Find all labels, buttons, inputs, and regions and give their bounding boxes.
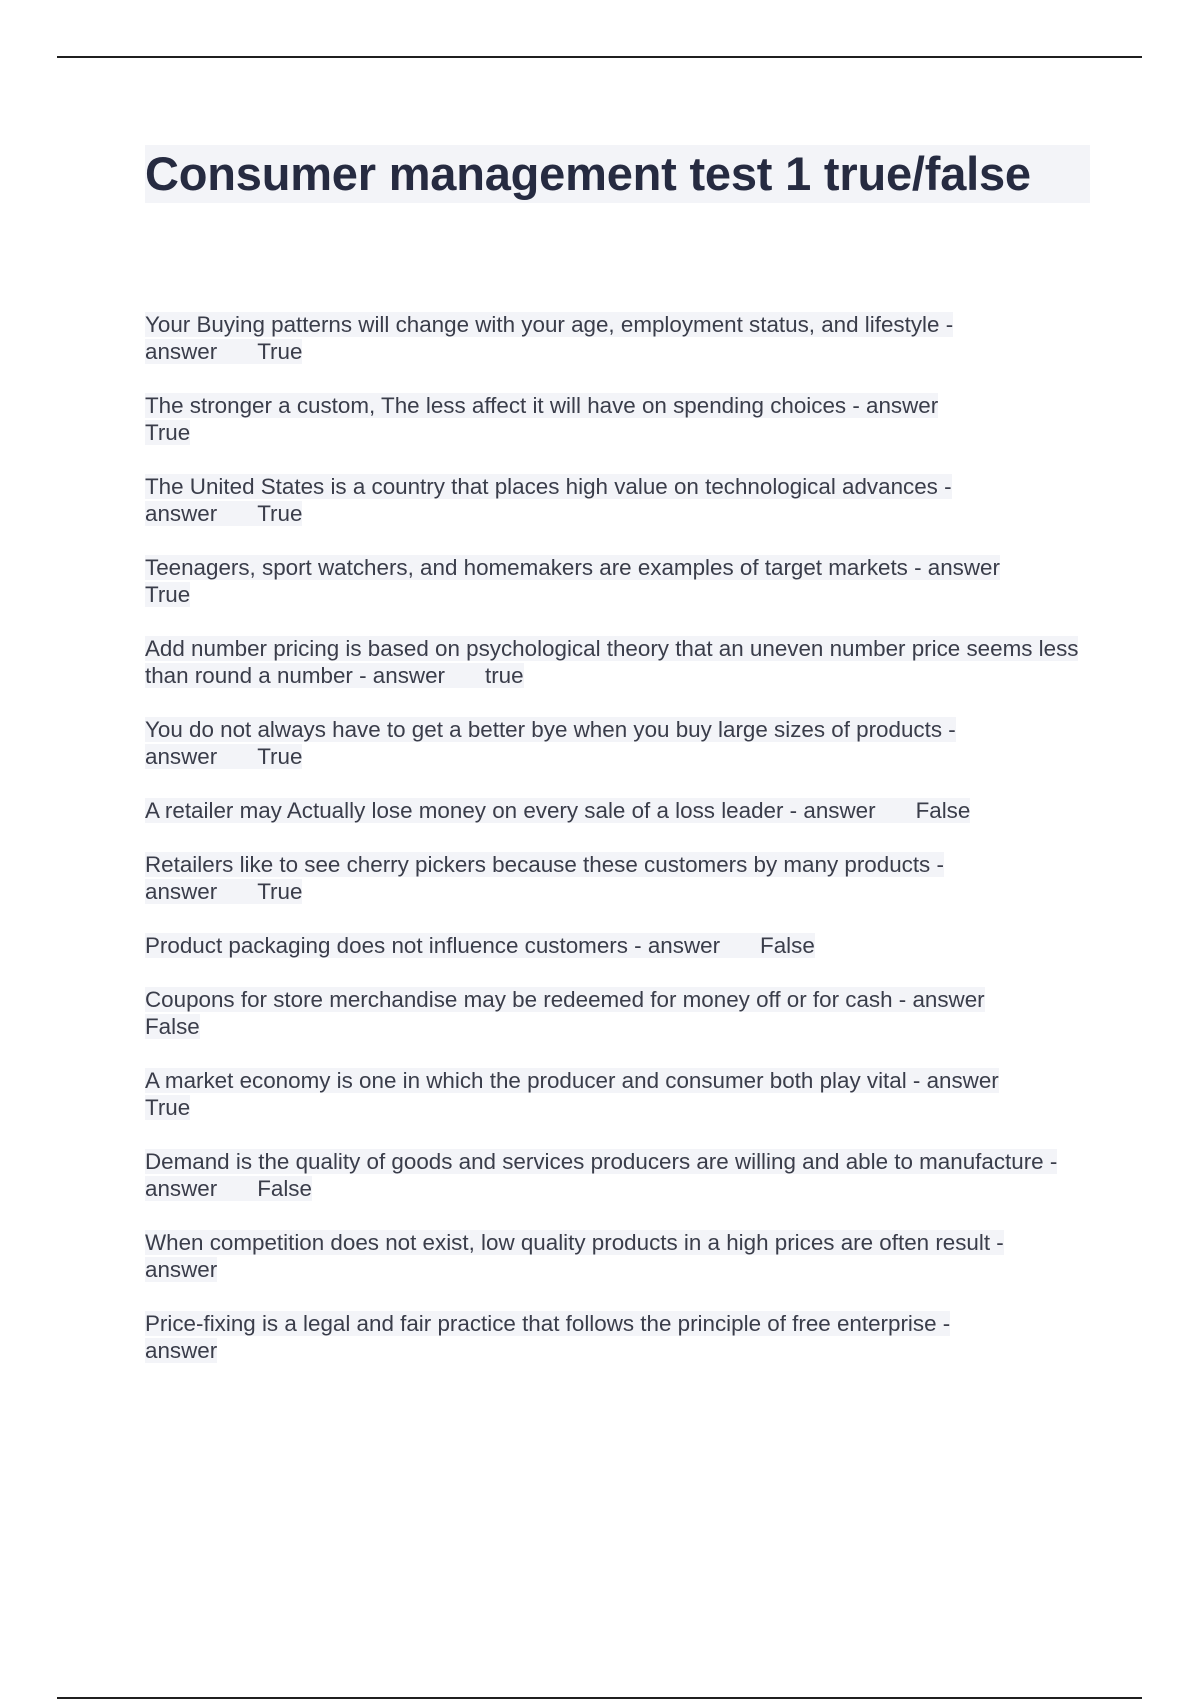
answer-label: answer <box>145 1338 218 1363</box>
top-rule <box>57 56 1142 58</box>
answer-value: True <box>257 879 303 904</box>
question-item <box>145 1310 1085 1364</box>
question-text: A retailer may Actually lose money on every sale of a loss leader - <box>145 798 798 823</box>
answer-value: True <box>257 339 303 364</box>
answer-label: answer <box>145 1176 218 1201</box>
question-text: Teenagers, sport watchers, and homemakers are examples of target markets - answer <box>145 555 1000 580</box>
bottom-rule <box>57 1697 1142 1699</box>
answer-label: answer <box>803 798 876 823</box>
question-text: A market economy is one in which the producer and consumer both play vital - answer <box>145 1068 999 1093</box>
answer-label: answer <box>145 501 218 526</box>
answer-label: answer <box>145 1257 218 1282</box>
question-item <box>145 716 1085 770</box>
question-item <box>145 932 1085 959</box>
answer-label: answer <box>145 744 218 769</box>
question-item <box>145 797 1085 824</box>
answer-value: true <box>484 663 524 688</box>
answer-value: False <box>760 933 815 958</box>
answer-value: True <box>145 582 191 607</box>
question-item <box>145 1067 1085 1121</box>
answer-value: False <box>257 1176 312 1201</box>
question-text: You do not always have to get a better bye when you buy large sizes of products - <box>145 717 956 742</box>
answer-label: answer <box>372 663 445 688</box>
question-item <box>145 1229 1085 1283</box>
question-item <box>145 1148 1085 1202</box>
question-text: Retailers like to see cherry pickers because these customers by many products - <box>145 852 944 877</box>
question-item <box>145 554 1085 608</box>
question-text: When competition does not exist, low quality products in a high prices are often result - <box>145 1230 1004 1255</box>
question-text: Coupons for store merchandise may be redeemed for money off or for cash - answer <box>145 987 985 1012</box>
question-text: Demand is the quality of goods and services producers are willing and able to manufacture - <box>145 1149 1058 1174</box>
answer-value: True <box>145 420 191 445</box>
question-item <box>145 473 1085 527</box>
question-text: Your Buying patterns will change with your age, employment status, and lifestyle - <box>145 312 954 337</box>
answer-label: answer <box>145 879 218 904</box>
question-text: Add number pricing is based on psychological theory that an uneven number price seems less than round a number - <box>145 636 1079 688</box>
page-title: Consumer management test 1 true/false <box>145 147 1031 200</box>
answer-value: False <box>915 798 971 823</box>
question-text: The United States is a country that places high value on technological advances - <box>145 474 952 499</box>
question-item <box>145 392 1085 446</box>
question-list <box>145 311 1085 1391</box>
answer-value: True <box>145 1095 191 1120</box>
answer-label: answer <box>647 933 721 958</box>
question-item <box>145 635 1085 689</box>
question-text: Product packaging does not influence customers - <box>145 933 642 958</box>
question-text: Price-fixing is a legal and fair practice that follows the principle of free enterprise - <box>145 1311 951 1336</box>
answer-label: answer <box>145 339 218 364</box>
question-item <box>145 986 1085 1040</box>
answer-value: False <box>145 1014 200 1039</box>
answer-value: True <box>257 501 303 526</box>
answer-value: True <box>257 744 303 769</box>
question-item <box>145 311 1085 365</box>
question-item <box>145 851 1085 905</box>
question-text: The stronger a custom, The less affect it will have on spending choices - answer <box>145 393 939 418</box>
